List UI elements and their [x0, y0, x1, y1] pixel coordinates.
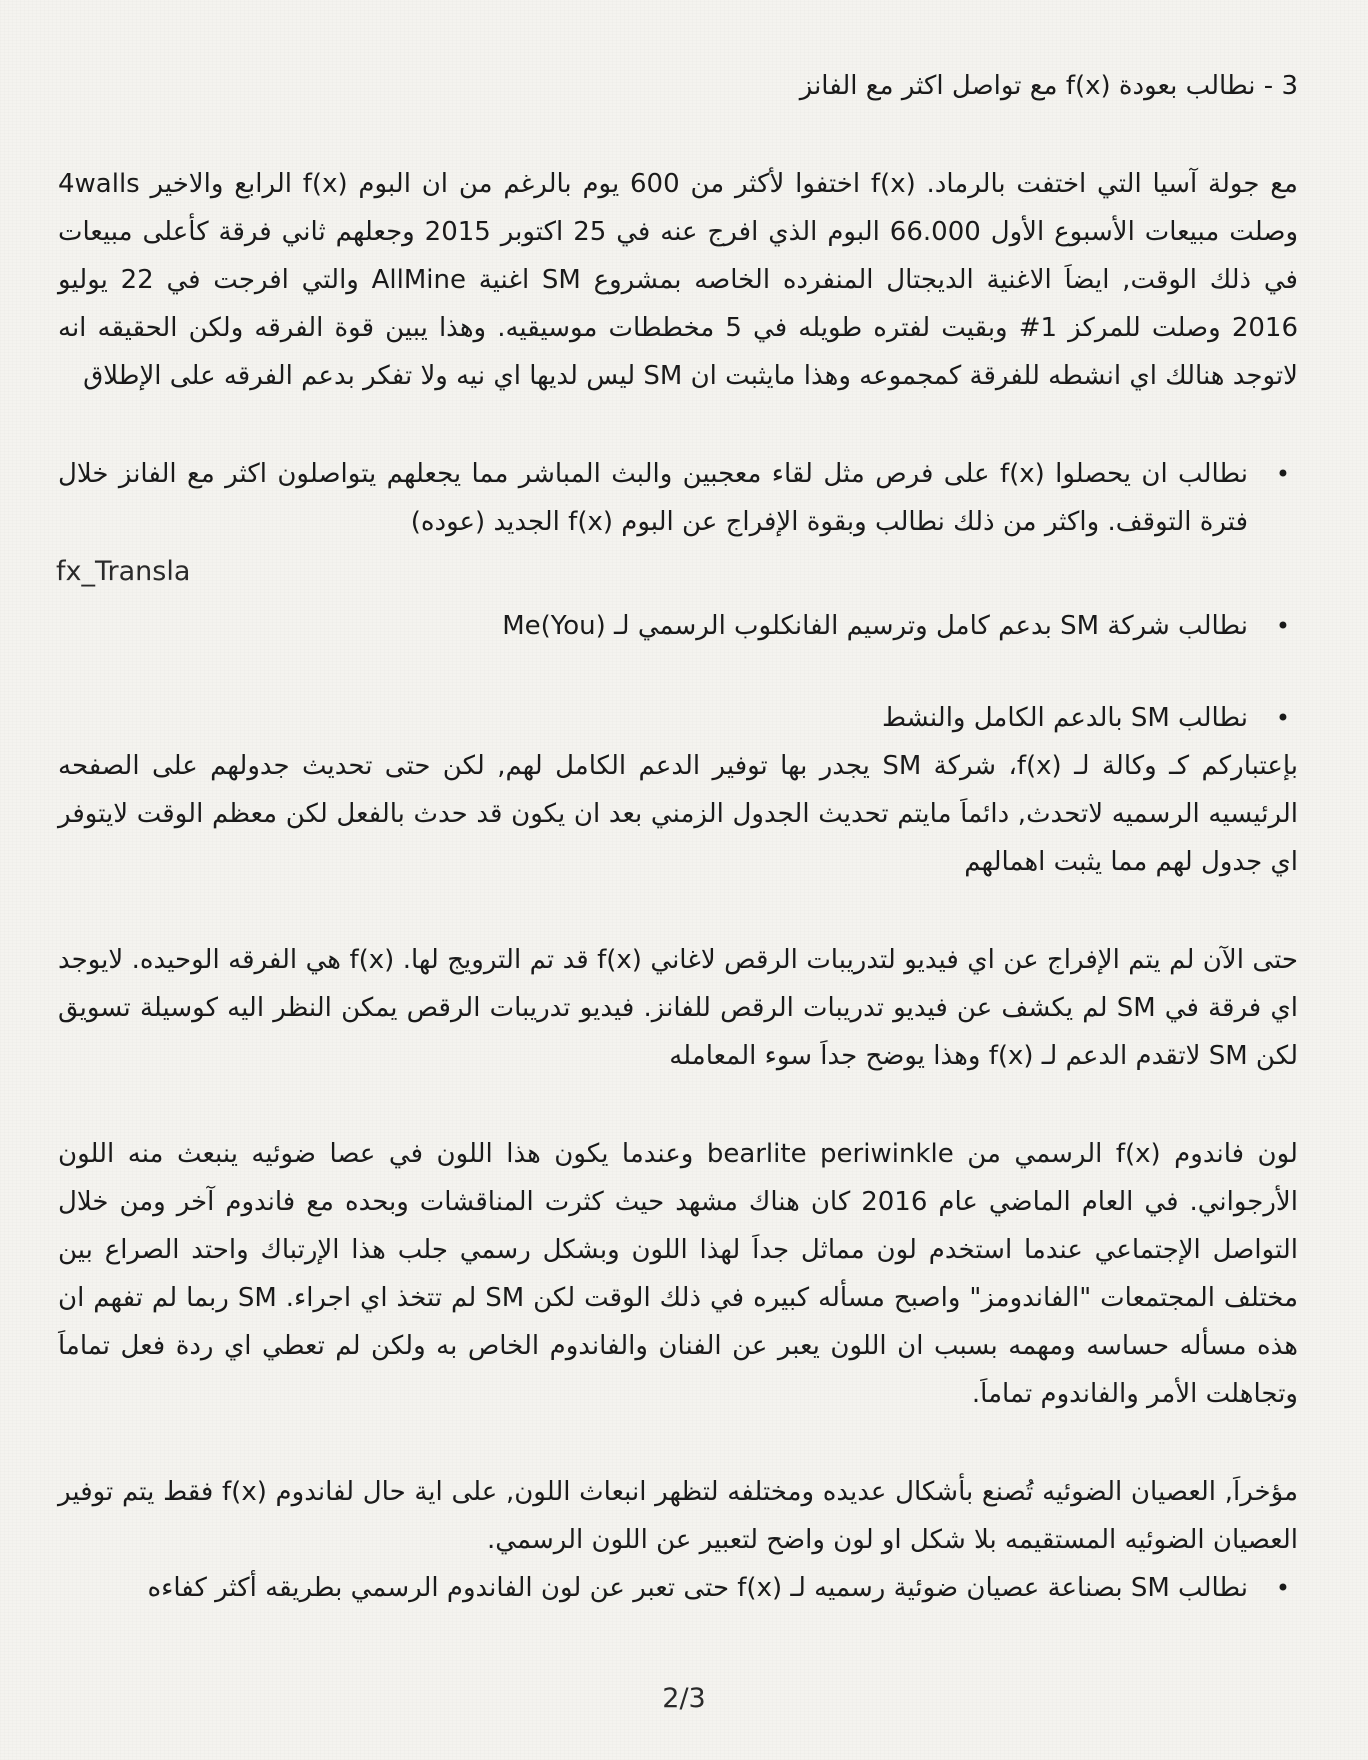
- spacer: [58, 886, 1298, 936]
- dance-practice-paragraph: حتى الآن لم يتم الإفراج عن اي فيديو لتدريبات الرقص لاغاني f(x) قد تم الترويج لها. f(x) هي الفرقه الوحيده. لايوجد اي فرقة في SM لم يكشف عن فيديو تدريبات الرقص للفانز. فيديو تدريبات الرقص يمكن النظر اليه كوسيلة تسويق لكن SM لاتقدم الدعم لـ f(x) وهذا يوضح جداَ سوء المعامله: [58, 945, 1298, 1071]
- demand-list-1: [58, 450, 1298, 546]
- support-paragraph: بإعتباركم كـ وكالة لـ f(x)، شركة SM يجدر بها توفير الدعم الكامل لهم, لكن حتى تحديث جدولهم على الصفحه الرئيسيه الرسميه لاتحدث, دائماَ مايتم تحديث الجدول الزمني بعد ان يكون قد حدث بالفعل لكن معظم الوقت لايتوفر اي جدول لهم مما يثبت اهمالهم: [58, 751, 1298, 877]
- section-heading: 3 - نطالب بعودة f(x) مع تواصل اكثر مع الفانز: [799, 71, 1298, 101]
- spacer: [58, 1080, 1298, 1130]
- bullet-dot-icon: •: [1275, 704, 1290, 732]
- bullet-dot-icon: •: [1275, 612, 1290, 640]
- demand-list-2: [58, 602, 1298, 742]
- bullet-dot-icon: •: [1275, 460, 1290, 488]
- spacer: [58, 650, 1298, 694]
- watermark-text: fx_Transla: [56, 556, 191, 587]
- lightstick-paragraph: مؤخراَ, العصيان الضوئيه تُصنع بأشكال عديده ومختلفه لتظهر انبعاث اللون, على اية حال لفاندوم f(x) فقط يتم توفير العصيان الضوئيه المستقيمه بلا شكل او لون واضح لتعبير عن اللون الرسمي.: [58, 1477, 1298, 1555]
- document-body: [58, 62, 1298, 1612]
- demand-list-3: [58, 1564, 1298, 1612]
- list-item-text: نطالب ان يحصلوا f(x) على فرص مثل لقاء معجبين والبث المباشر مما يجعلهم يتواصلون اكثر مع الفانز خلال فترة التوقف. واكثر من ذلك نطالب وبقوة الإفراج عن البوم f(x) الجديد (عوده): [58, 459, 1248, 537]
- list-item: [58, 1564, 1298, 1612]
- spacer: [58, 1418, 1298, 1468]
- list-item-text: نطالب SM بصناعة عصيان ضوئية رسميه لـ f(x) حتى تعبر عن لون الفاندوم الرسمي بطريقه أكثر كفاءه: [147, 1573, 1248, 1603]
- list-item: [58, 450, 1298, 546]
- list-item: [58, 602, 1298, 650]
- spacer: [58, 400, 1298, 450]
- fandom-color-paragraph: لون فاندوم f(x) الرسمي من bearlite periwinkle وعندما يكون هذا اللون في عصا ضوئيه ينبعث منه اللون الأرجواني. في العام الماضي عام 2016 كان هناك مشهد حيث كثرت المناقشات وبحده مع فاندوم آخر ومن خلال التواصل الإجتماعي عندما استخدم لون مماثل جداَ لهذا اللون وبشكل رسمي جلب هذا الإرتباك واحتد الصراع بين مختلف المجتمعات "الفاندومز" واصبح مسأله كبيره في ذلك الوقت لكن SM لم تتخذ اي اجراء. SM ربما لم تفهم ان هذه مسأله حساسه ومهمه بسبب ان اللون يعبر عن الفنان والفاندوم الخاص به ولكن لم تعطي اي ردة فعل تماماَ وتجاهلت الأمر والفاندوم تماماَ.: [58, 1139, 1298, 1409]
- bullet-dot-icon: •: [1275, 1574, 1290, 1602]
- list-item-text: نطالب SM بالدعم الكامل والنشط: [882, 703, 1248, 733]
- page-number: 2/3: [662, 1683, 706, 1714]
- list-item: [58, 694, 1298, 742]
- intro-paragraph: مع جولة آسيا التي اختفت بالرماد. f(x) اختفوا لأكثر من 600 يوم بالرغم من ان البوم f(x) الرابع والاخير 4walls وصلت مبيعات الأسبوع الأول 66.000 البوم الذي افرج عنه في 25 اكتوبر 2015 وجعلهم ثاني فرقة كأعلى مبيعات في ذلك الوقت, ايضاَ الاغنية الديجتال المنفرده الخاصه بمشروع SM اغنية AllMine والتي افرجت في 22 يوليو 2016 وصلت للمركز 1# وبقيت لفتره طويله في 5 مخططات موسيقيه. وهذا يبين قوة الفرقه ولكن الحقيقه انه لاتوجد هنالك اي انشطه للفرقة كمجموعه وهذا مايثبت ان SM ليس لديها اي نيه ولا تفكر بدعم الفرقه على الإطلاق: [58, 169, 1299, 391]
- list-item-text: نطالب شركة SM بدعم كامل وترسيم الفانكلوب الرسمي لـ Me(You): [502, 611, 1248, 641]
